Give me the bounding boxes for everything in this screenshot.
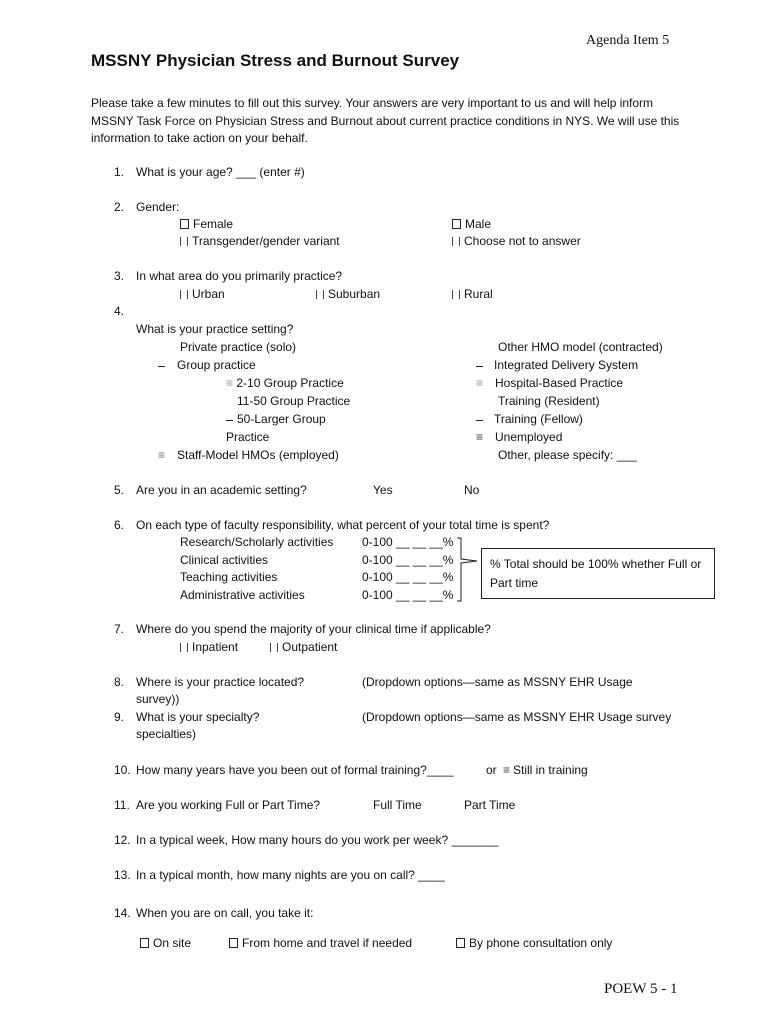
gender-option-male[interactable]: Male (452, 217, 491, 232)
dash-icon (226, 420, 233, 421)
faculty-row-input[interactable]: 0-100 __ __ __% (362, 570, 454, 584)
q10-number: 10. (114, 763, 131, 777)
q12-text[interactable]: In a typical week, How many hours do you work per week? _______ (136, 833, 499, 847)
academic-option-no[interactable]: No (464, 483, 480, 497)
q11-number: 11. (114, 798, 130, 812)
faculty-row-input[interactable]: 0-100 __ __ __% (362, 535, 454, 549)
faculty-row-label: Teaching activities (180, 570, 278, 584)
q6-text: On each type of faculty responsibility, what percent of your total time is spent? (136, 518, 550, 532)
faculty-row-label: Administrative activities (180, 588, 305, 602)
intro-paragraph: Please take a few minutes to fill out this survey. Your answers are very important to us and will help inform MSSNY Task Force on Physician Stress and Burnout about current practice conditions in NYS. We will use this information to take action on your behalf. (91, 96, 680, 145)
academic-option-yes[interactable]: Yes (373, 483, 393, 497)
q7-text: Where do you spend the majority of your clinical time if applicable? (136, 622, 491, 636)
page-title: MSSNY Physician Stress and Burnout Survey (91, 51, 460, 70)
q13-number: 13. (114, 868, 131, 882)
q3-number: 3. (114, 269, 125, 283)
page-footer: POEW 5 - 1 (604, 981, 678, 997)
work-option-full[interactable]: Full Time (373, 798, 422, 812)
q8-number: 8. (114, 675, 125, 689)
gender-option-no-answer[interactable]: Choose not to answer (452, 234, 581, 249)
checkbox-icon[interactable] (140, 938, 149, 948)
dash-icon (476, 420, 483, 421)
setting-option-hospital[interactable]: ≡ Hospital-Based Practice (476, 376, 624, 390)
checkbox-icon[interactable] (452, 219, 461, 229)
checkbox-icon[interactable] (229, 938, 238, 948)
location-dropdown[interactable]: (Dropdown options—same as MSSNY EHR Usage (362, 675, 633, 689)
q10-text: How many years have you been out of formal training?____ (136, 763, 454, 777)
faculty-row-label: Research/Scholarly activities (180, 535, 334, 549)
work-option-part[interactable]: Part Time (464, 798, 516, 812)
setting-option-other-hmo[interactable]: Other HMO model (contracted) (498, 340, 663, 354)
still-training-option[interactable]: ≡ Still in training (503, 763, 588, 777)
oncall-option-onsite[interactable]: On site (140, 936, 191, 951)
q14-number: 14. (114, 906, 131, 920)
faculty-row-input[interactable]: 0-100 __ __ __% (362, 553, 454, 567)
oncall-option-phone[interactable]: By phone consultation only (456, 936, 612, 951)
q5-text: Are you in an academic setting? (136, 483, 307, 497)
checkbox-icon[interactable] (456, 938, 465, 948)
q6-number: 6. (114, 518, 125, 532)
oncall-option-home[interactable]: From home and travel if needed (229, 936, 412, 951)
checkbox-icon[interactable] (316, 290, 324, 299)
setting-option-resident[interactable]: Training (Resident) (498, 394, 600, 408)
q9-text: What is your specialty? (136, 710, 260, 724)
q9-continuation: specialties) (136, 727, 197, 741)
gender-option-female[interactable]: Female (180, 217, 233, 232)
setting-option-integrated[interactable]: Integrated Delivery System (476, 358, 638, 373)
setting-option-private[interactable]: Private practice (solo) (180, 340, 297, 354)
setting-option-other[interactable]: Other, please specify: ___ (498, 448, 637, 462)
specialty-dropdown[interactable]: (Dropdown options—same as MSSNY EHR Usage survey (362, 710, 672, 724)
q3-text: In what area do you primarily practice? (136, 269, 343, 283)
q2-text: Gender: (136, 200, 180, 214)
q1-text: What is your age? ___ (enter #) (136, 165, 305, 179)
checkbox-icon[interactable] (180, 219, 189, 229)
setting-option-practice-cont: Practice (226, 430, 270, 444)
area-option-urban[interactable]: Urban (180, 287, 225, 302)
q8-text: Where is your practice located? (136, 675, 305, 689)
q12-number: 12. (114, 833, 131, 847)
q9-number: 9. (114, 710, 125, 724)
q2-number: 2. (114, 200, 125, 214)
checkbox-icon[interactable] (452, 237, 460, 246)
setting-option-fellow[interactable]: Training (Fellow) (476, 412, 583, 427)
setting-option-staff-model[interactable]: ≡ Staff-Model HMOs (employed) (158, 448, 339, 462)
agenda-label: Agenda Item 5 (586, 33, 670, 48)
setting-option-50-larger[interactable]: 50-Larger Group (226, 412, 326, 427)
faculty-row-label: Clinical activities (180, 553, 269, 567)
q14-text: When you are on call, you take it: (136, 906, 314, 920)
dash-icon (476, 366, 483, 367)
q7-number: 7. (114, 622, 125, 636)
q8-continuation: survey)) (136, 692, 180, 706)
setting-option-2-10[interactable]: ≡ 2-10 Group Practice (226, 376, 344, 390)
dash-icon (158, 366, 165, 367)
area-option-rural[interactable]: Rural (452, 287, 493, 302)
q1-number: 1. (114, 165, 125, 179)
clinical-option-inpatient[interactable]: Inpatient (180, 640, 238, 655)
clinical-option-outpatient[interactable]: Outpatient (270, 640, 337, 655)
q5-number: 5. (114, 483, 125, 497)
setting-option-group[interactable]: Group practice (158, 358, 256, 373)
gender-option-transgender[interactable]: Transgender/gender variant (180, 234, 340, 249)
faculty-note-box: % Total should be 100% whether Full or Part time (481, 548, 715, 599)
checkbox-icon[interactable] (180, 237, 188, 246)
faculty-row-input[interactable]: 0-100 __ __ __% (362, 588, 454, 602)
q10-or: or (486, 763, 497, 777)
q13-text[interactable]: In a typical month, how many nights are you on call? ____ (136, 868, 445, 882)
checkbox-icon[interactable] (452, 290, 460, 299)
setting-option-unemployed[interactable]: ≡ Unemployed (476, 430, 563, 444)
checkbox-icon[interactable] (180, 643, 188, 652)
checkbox-icon[interactable] (180, 290, 188, 299)
checkbox-icon[interactable] (270, 643, 278, 652)
area-option-suburban[interactable]: Suburban (316, 287, 380, 302)
q4-text: What is your practice setting? (136, 322, 294, 336)
q4-number: 4. (114, 304, 125, 318)
setting-option-11-50[interactable]: 11-50 Group Practice (237, 394, 351, 408)
q11-text: Are you working Full or Part Time? (136, 798, 321, 812)
